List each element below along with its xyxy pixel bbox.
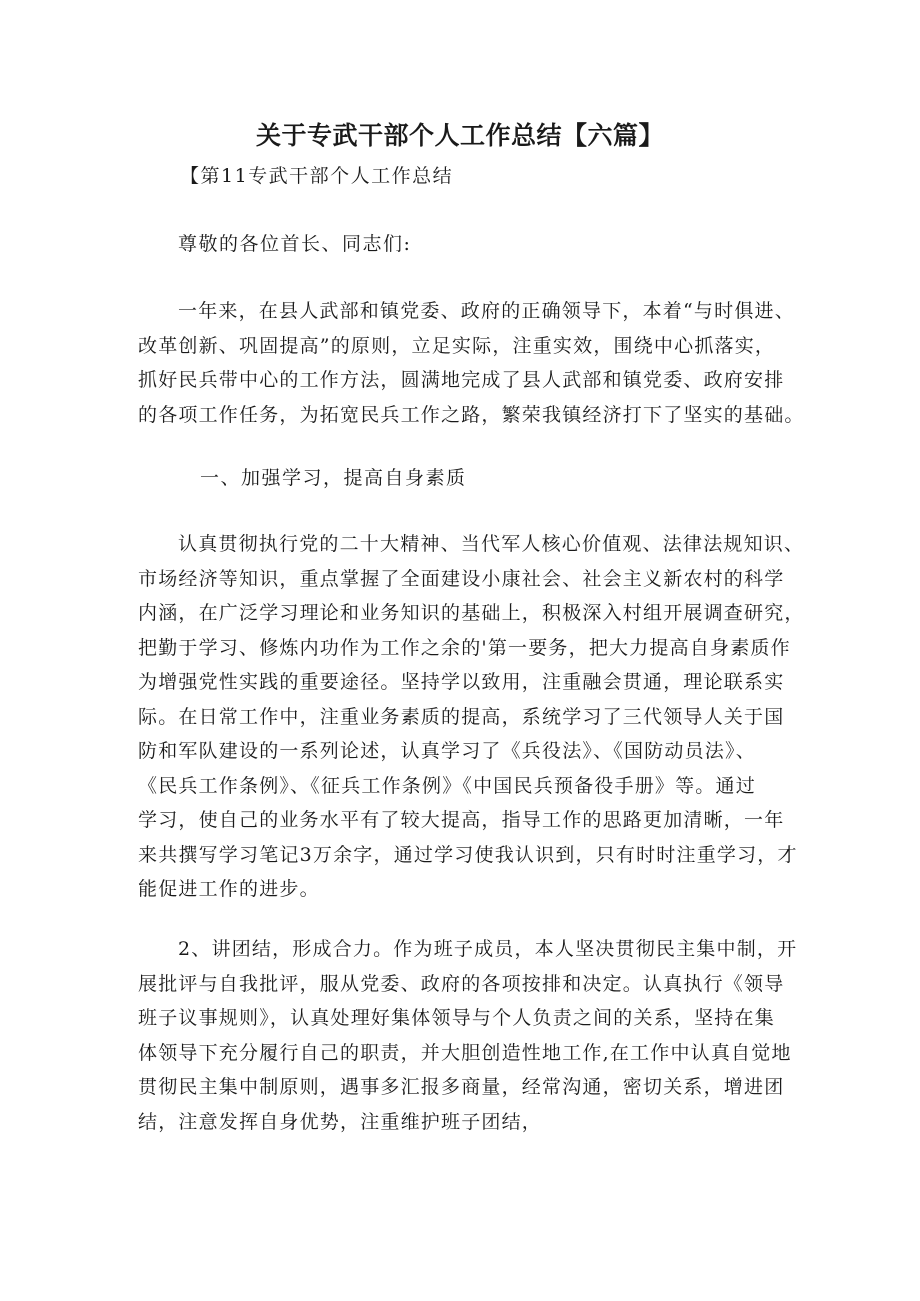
- document-title: 关于专武干部个人工作总结【六篇】: [255, 121, 664, 150]
- paragraph-line: 防和军队建设的一系列论述，认真学习了《兵役法》、《国防动员法》、: [138, 740, 756, 762]
- intro-paragraph: [138, 294, 805, 432]
- paragraph-line: 把勤于学习、修炼内功作为工作之余的'第一要务，把大力提高自身素质作: [138, 636, 791, 659]
- greeting-line: 尊敬的各位首长、同志们:: [178, 233, 412, 255]
- paragraph-line: 一年来，在县人武部和镇党委、政府的正确领导下，本着“与时俱进、: [178, 300, 795, 322]
- paragraph-line: 的各项工作任务，为拓宽民兵工作之路，繁荣我镇经济打下了坚实的基础。: [138, 403, 805, 426]
- paragraph-line: 市场经济等知识，重点掌握了全面建设小康社会、社会主义新农村的科学: [138, 567, 785, 590]
- paragraph-line: 结，注意发挥自身优势，注重维护班子团结，: [138, 1110, 543, 1133]
- paragraph-line: 展批评与自我批评，服从党委、政府的各项按排和决定。认真执行《领导: [138, 972, 785, 995]
- paragraph-line: 2、讲团结，形成合力。作为班子成员，本人坚决贯彻民主集中制，开: [178, 938, 798, 960]
- section-two-paragraph: [138, 932, 798, 1139]
- paragraph-line: 改革创新、巩固提高”的原则，立足实际，注重实效，围绕中心抓落实，: [138, 334, 776, 357]
- paragraph-line: 际。在日常工作中，注重业务素质的提高，系统学习了三代领导人关于国: [138, 705, 785, 728]
- paragraph-line: 抓好民兵带中心的工作方法，圆满地完成了县人武部和镇党委、政府安排: [138, 369, 785, 391]
- paragraph-line: 为增强党性实践的重要途径。坚持学以致用，注重融会贯通，理论联系实: [138, 671, 785, 693]
- document-subtitle: 【第11专武干部个人工作总结: [180, 165, 454, 187]
- section-heading: 一、加强学习，提高自身素质: [200, 467, 467, 489]
- paragraph-line: 内涵，在广泛学习理论和业务知识的基础上，积极深入村组开展调查研究，: [138, 602, 805, 624]
- paragraph-line: 能促进工作的进步。: [138, 878, 320, 900]
- paragraph-line: 来共撰写学习笔记3万余字，通过学习使我认识到，只有时时注重学习，才: [138, 843, 798, 866]
- paragraph-line: 体领导下充分履行自己的职责，并大胆创造性地工作,在工作中认真自觉地: [138, 1041, 792, 1064]
- paragraph-line: 贯彻民主集中制原则，遇事多汇报多商量，经常沟通，密切关系，增进团: [138, 1076, 785, 1098]
- paragraph-line: 认真贯彻执行党的二十大精神、当代军人核心价值观、法律法规知识、: [178, 533, 805, 555]
- paragraph-line: 班子议事规则》，认真处理好集体领导与个人负责之间的关系，坚持在集: [138, 1007, 775, 1029]
- paragraph-line: 《民兵工作条例》、《征兵工作条例》《中国民兵预备役手册》等。通过: [138, 774, 756, 797]
- section-one-paragraph: [138, 527, 805, 907]
- paragraph-line: 学习，使自己的业务水平有了较大提高，指导工作的思路更加清晰，一年: [138, 809, 785, 831]
